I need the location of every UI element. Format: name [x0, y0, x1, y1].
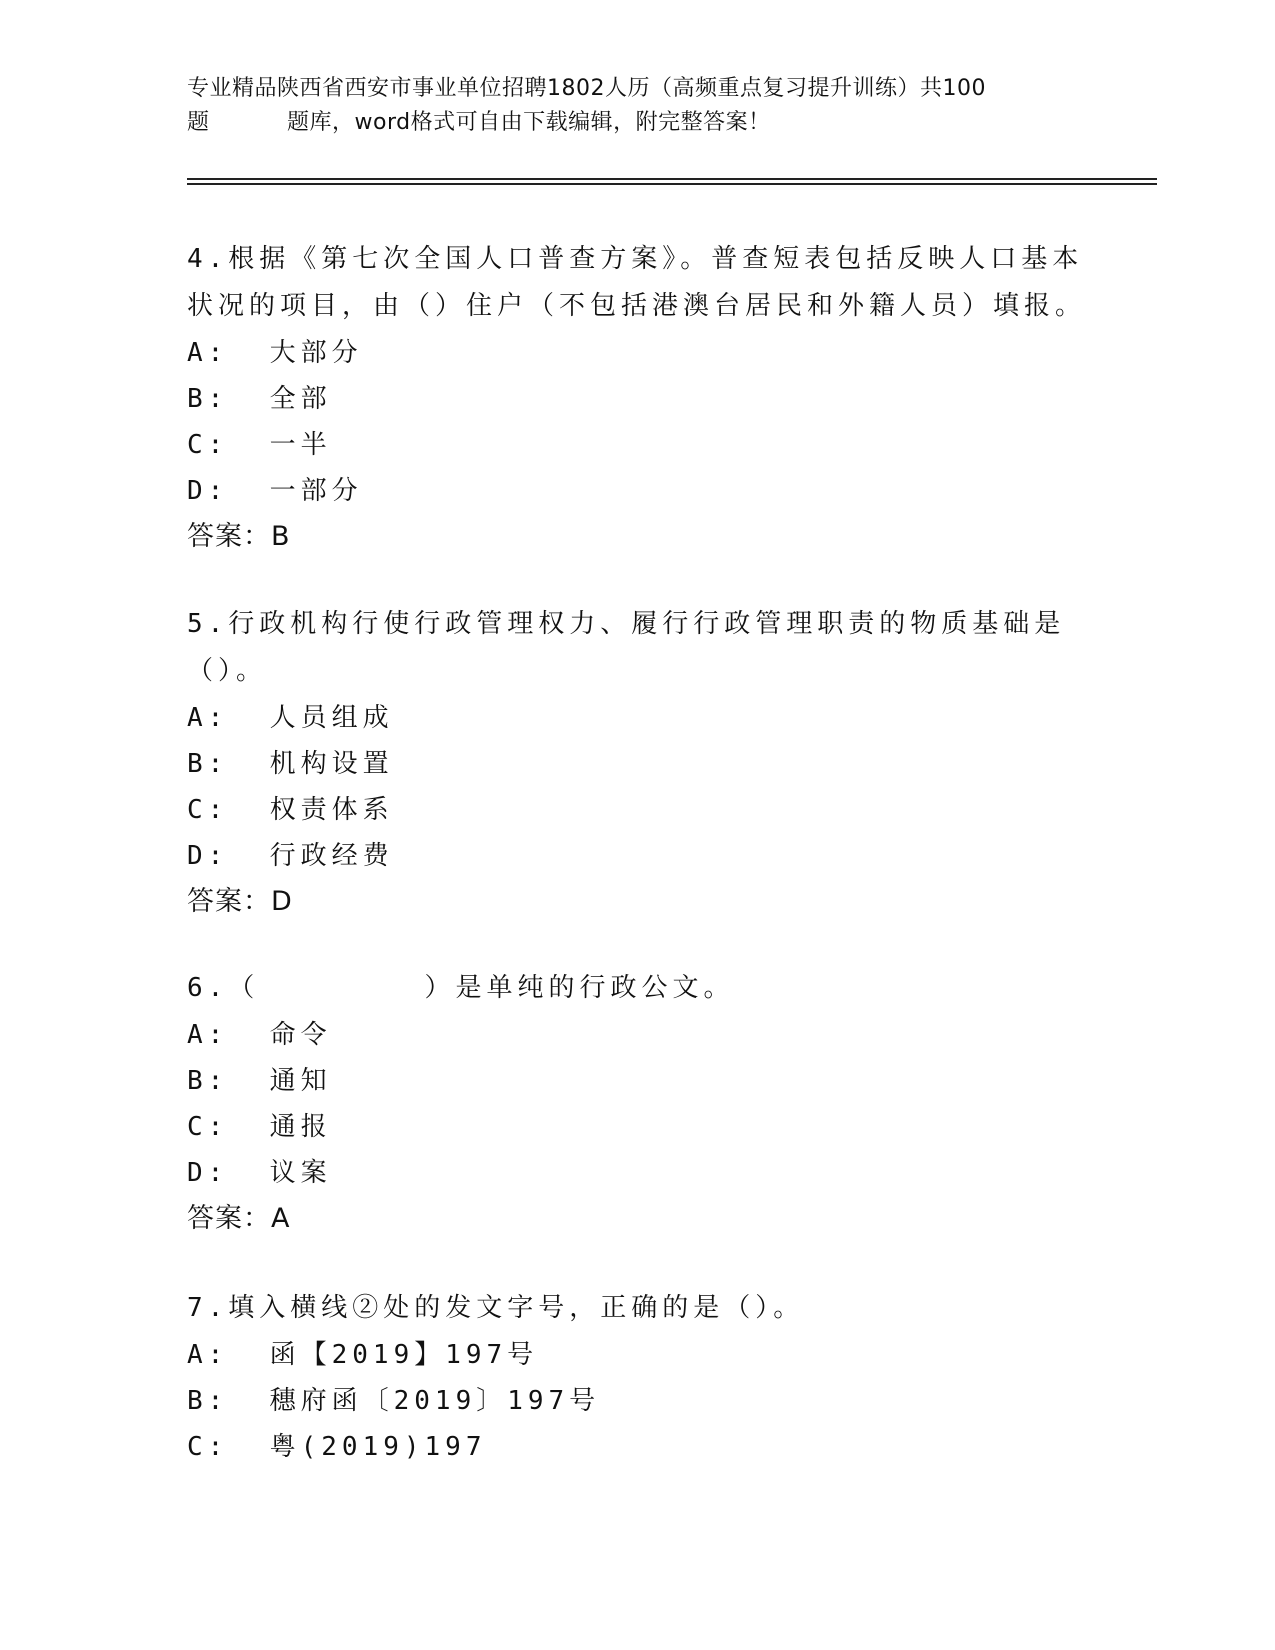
- option-c: C: 权责体系: [187, 795, 394, 825]
- header-subtitle-left: 题: [187, 110, 210, 135]
- option-a: A: 命令: [187, 1020, 332, 1050]
- option-d: D: 一部分: [187, 476, 363, 506]
- question-text: 7.填入横线②处的发文字号，正确的是（）。: [187, 1293, 805, 1323]
- header-title-line: 专业精品陕西省西安市事业单位招聘1802人历（高频重点复习提升训练）共100: [187, 76, 986, 101]
- header-divider-top: [187, 178, 1157, 180]
- option-b: B: 机构设置: [187, 749, 394, 779]
- question-5: [187, 601, 1087, 925]
- option-d: D: 议案: [187, 1158, 332, 1188]
- option-a: A: 函【2019】197号: [187, 1340, 539, 1370]
- option-d: D: 行政经费: [187, 841, 394, 871]
- document-header: [187, 72, 1087, 140]
- option-b: B: 全部: [187, 384, 332, 414]
- question-text: 5.行政机构行使行政管理权力、履行行政管理职责的物质基础是（）。: [187, 609, 1066, 686]
- header-subtitle-line: [187, 106, 1087, 140]
- option-a: A: 人员组成: [187, 703, 394, 733]
- option-b: B: 通知: [187, 1066, 332, 1096]
- question-6: [187, 965, 1087, 1242]
- question-7: [187, 1285, 1087, 1470]
- option-c: C: 一半: [187, 430, 332, 460]
- question-4: [187, 236, 1087, 560]
- answer-line: 答案：D: [187, 886, 293, 917]
- header-subtitle-right: 题库，word格式可自由下载编辑，附完整答案！: [287, 110, 771, 135]
- option-a: A: 大部分: [187, 338, 363, 368]
- option-b: B: 穗府函〔2019〕197号: [187, 1386, 601, 1416]
- answer-line: 答案：B: [187, 521, 291, 552]
- option-c: C: 通报: [187, 1112, 332, 1142]
- question-text: 6.（ ）是单纯的行政公文。: [187, 973, 735, 1003]
- question-text: 4.根据《第七次全国人口普查方案》。普查短表包括反映人口基本状况的项目，由（）住户（不包括港澳台居民和外籍人员）填报。: [187, 244, 1087, 321]
- header-divider-bottom: [187, 183, 1157, 185]
- option-c: C: 粤(2019)197: [187, 1432, 487, 1462]
- answer-line: 答案：A: [187, 1203, 291, 1234]
